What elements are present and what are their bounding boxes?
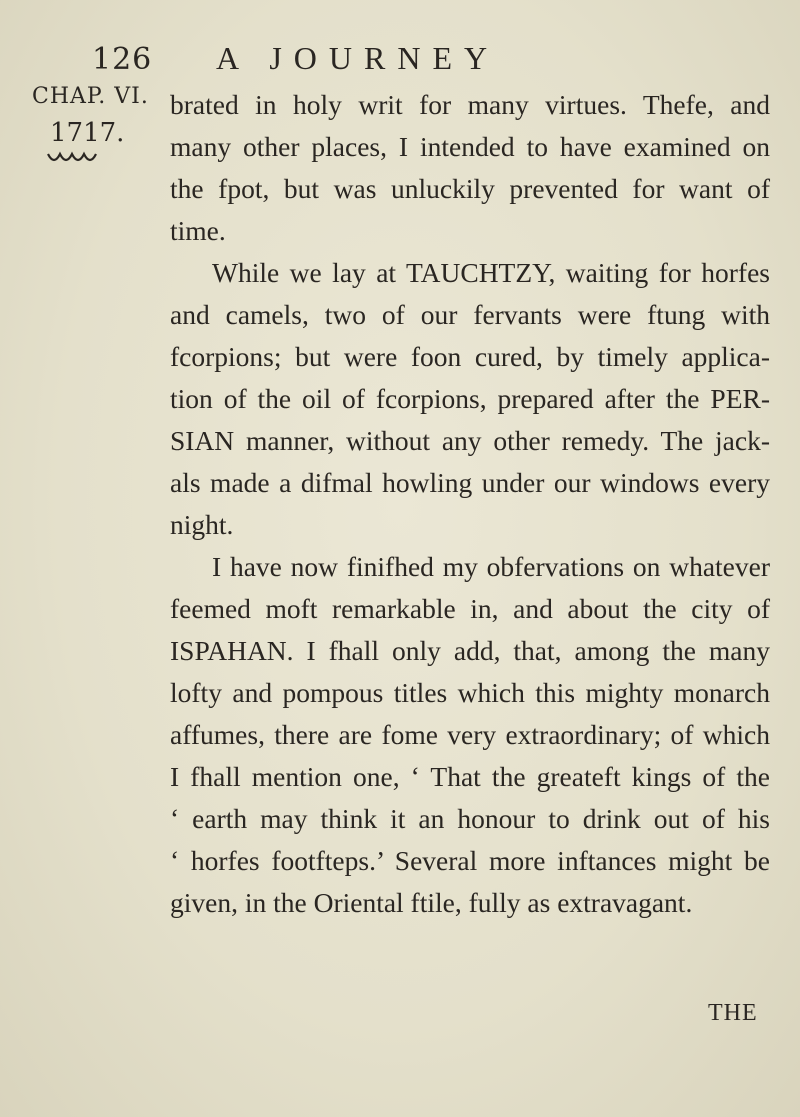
text-line: SIAN manner, without any other remedy. The jack- [170,425,770,456]
page-number: 126 [92,42,153,77]
page-header [0,32,800,82]
text-line: the fpot, but was unluckily prevented for want of [170,173,770,204]
flourish-ornament-icon [46,148,106,168]
paragraph-start-line: I have now finifhed my obfervations on whatever [212,551,770,582]
text-line: ‘ earth may think it an honour to drink out of his [170,803,770,834]
running-head: A JOURNEY [216,40,500,76]
margin-year-note: 1717. [50,118,125,148]
text-line: ‘ horfes footfteps.’ Several more inftances might be [170,845,770,876]
body-text [170,84,770,924]
text-line: given, in the Oriental ftile, fully as extravagant. [170,887,693,918]
text-line: brated in holy writ for many virtues. Thefe, and [170,89,770,120]
text-line: many other places, I intended to have examined on [170,131,770,162]
text-line: tion of the oil of fcorpions, prepared after the PER- [170,383,770,414]
text-line: time. [170,215,226,246]
margin-chapter-note: CHAP. VI. [32,84,149,109]
text-line: fcorpions; but were foon cured, by timely applica- [170,341,770,372]
text-line: lofty and pompous titles which this mighty monarch [170,677,770,708]
text-line: feemed moft remarkable in, and about the city of [170,593,770,624]
text-line: night. [170,509,234,540]
text-line: ISPAHAN. I fhall only add, that, among the many [170,635,770,666]
text-line: als made a difmal howling under our windows every [170,467,770,498]
text-line: and camels, two of our fervants were ftung with [170,299,770,330]
catchword: THE [708,1000,758,1026]
text-line: I fhall mention one, ‘ That the greateft kings of the [170,761,770,792]
paragraph-start-line: While we lay at TAUCHTZY, waiting for horfes [212,257,770,288]
text-line: affumes, there are fome very extraordinary; of which [170,719,770,750]
